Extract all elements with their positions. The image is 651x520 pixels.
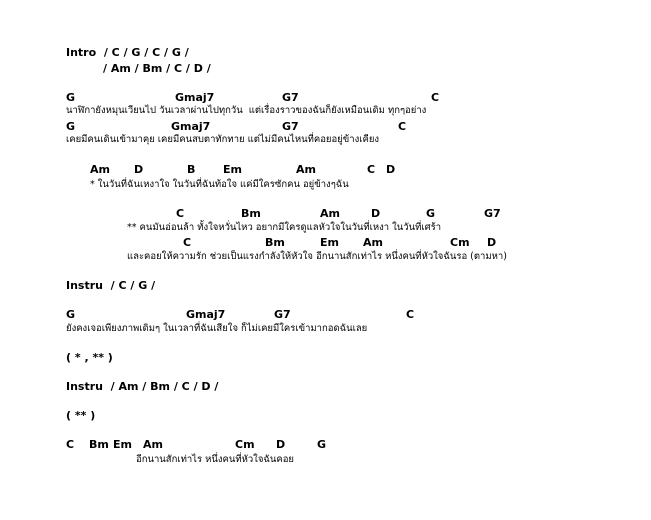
chord: Bm <box>241 207 261 220</box>
chord: Am <box>296 163 316 176</box>
chord: G7 <box>282 91 299 104</box>
chord: C <box>183 236 192 249</box>
chord: Am <box>363 236 383 249</box>
instru-line: Instru / Am / Bm / C / D / <box>66 380 219 393</box>
chord: B <box>187 163 196 176</box>
chord: Gmaj7 <box>171 120 211 133</box>
chord: Gmaj7 <box>186 308 226 321</box>
chord: Am <box>90 163 110 176</box>
lyric-line: นาฬิกายังหมุนเวียนไป วันเวลาผ่านไปทุกวัน แต่เรื่องราวของฉันก็ยังเหมือนเดิม ทุกๆอย่าง <box>66 105 427 116</box>
chord: D <box>134 163 144 176</box>
chord: Gmaj7 <box>175 91 215 104</box>
chord: C <box>367 163 376 176</box>
chord: C <box>406 308 415 321</box>
chord: G <box>66 91 76 104</box>
chord: Am <box>320 207 340 220</box>
chord: D <box>276 438 286 451</box>
instru-line: Instru / C / G / <box>66 279 156 292</box>
intro-line-2: / Am / Bm / C / D / <box>103 62 211 75</box>
chord: D <box>487 236 497 249</box>
lyric-line: ยังคงเจอเพียงภาพเดิมๆ ในเวลาที่ฉันเสียใจ ก็ไม่เคยมีใครเข้ามากอดฉันเลย <box>66 323 368 334</box>
chord: Em <box>223 163 242 176</box>
chord: G <box>66 308 76 321</box>
lyric-line: และคอยให้ความรัก ช่วยเป็นแรงกำลังให้หัวใจ อีกนานสักเท่าไร หนึ่งคนที่หัวใจฉันรอ (ตามหา) <box>127 251 507 262</box>
chord: Em <box>320 236 339 249</box>
lyric-line: * ในวันที่ฉันเหงาใจ ในวันที่ฉันท้อใจ แค่มีใครซักคน อยู่ข้างๆฉัน <box>90 179 349 190</box>
chord: G <box>317 438 327 451</box>
lyric-line: ** คนมันอ่อนล้า ทั้งใจหวั่นไหว อยากมีใครดูแลหัวใจในวันที่เหงา ในวันที่เศร้า <box>127 222 442 233</box>
repeat-marker: ( ** ) <box>66 409 96 422</box>
lyric-line: อีกนานสักเท่าไร หนึ่งคนที่หัวใจฉันคอย <box>136 454 294 465</box>
intro-line-1: Intro / C / G / C / G / <box>66 46 189 59</box>
chord: C <box>176 207 185 220</box>
chord: G <box>426 207 436 220</box>
chord: G7 <box>282 120 299 133</box>
chord: G7 <box>484 207 501 220</box>
chord: Bm <box>89 438 109 451</box>
chord: Em <box>113 438 132 451</box>
chord: G7 <box>274 308 291 321</box>
chord: C <box>398 120 407 133</box>
chord: D <box>371 207 381 220</box>
chord: G <box>66 120 76 133</box>
lyric-line: เคยมีคนเดินเข้ามาคุย เคยมีคนสบตาทักทาย แต่ไม่มีคนไหนที่คอยอยู่ข้างเคียง <box>66 134 380 145</box>
chord: Am <box>143 438 163 451</box>
chord: Bm <box>265 236 285 249</box>
repeat-marker: ( * , ** ) <box>66 351 113 364</box>
chord: D <box>386 163 396 176</box>
chord: C <box>66 438 75 451</box>
chord: C <box>431 91 440 104</box>
chord: Cm <box>450 236 470 249</box>
chord: Cm <box>235 438 255 451</box>
